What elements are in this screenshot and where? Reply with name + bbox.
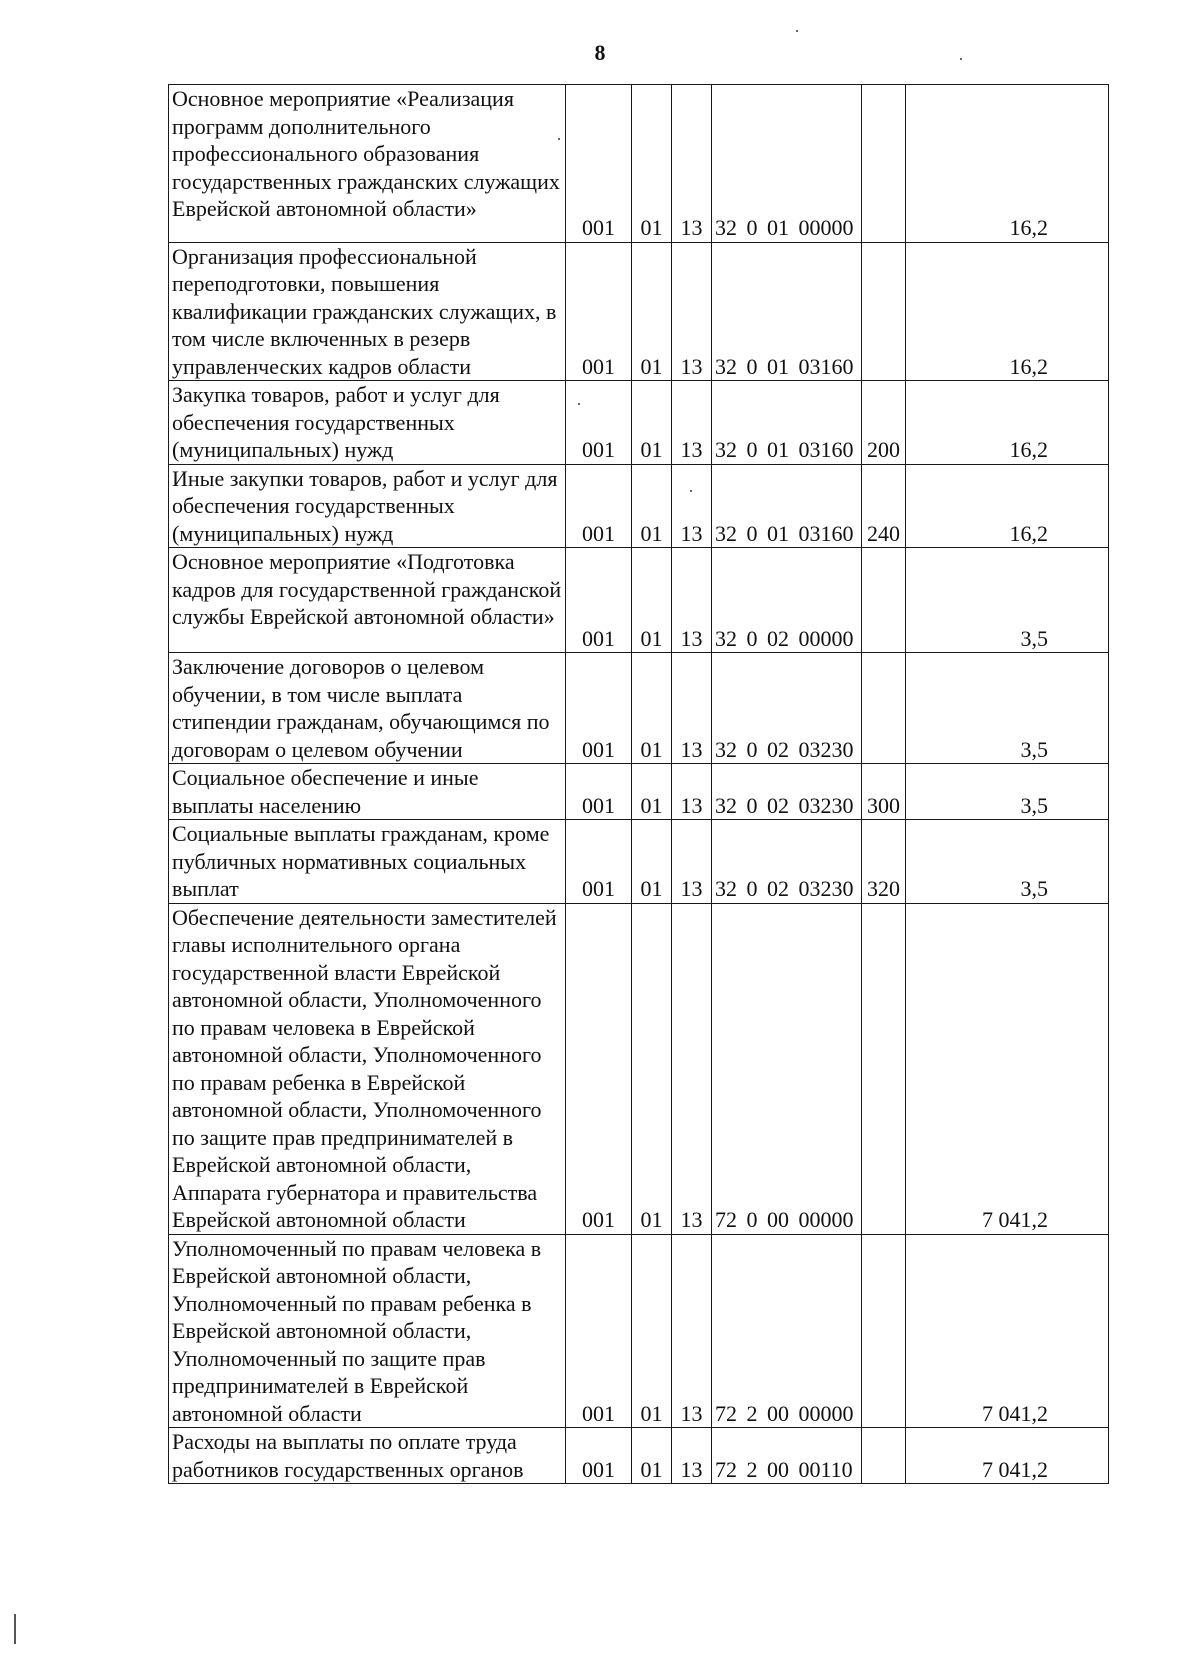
table-row: [169, 820, 1109, 904]
row-target-article: 32 0 02 00000: [712, 548, 862, 653]
row-section: 01: [632, 764, 672, 820]
row-expense-type: [862, 548, 906, 653]
row-subsection: 13: [672, 1234, 712, 1428]
row-admin-code: 001: [566, 1234, 632, 1428]
row-name: Основное мероприятие «Реализация программ дополнительного профессионального образования государственных гражданских служащих Еврейской автономной области»: [169, 85, 566, 243]
row-expense-type: 320: [862, 820, 906, 904]
row-admin-code: 001: [566, 1428, 632, 1484]
row-admin-code: 001: [566, 242, 632, 381]
row-subsection: 13: [672, 381, 712, 465]
row-subsection: 13: [672, 548, 712, 653]
row-subsection: 13: [672, 764, 712, 820]
row-amount: 3,5: [906, 820, 1109, 904]
row-target-article: 32 0 01 03160: [712, 381, 862, 465]
row-subsection: 13: [672, 242, 712, 381]
table-row: [169, 85, 1109, 243]
row-admin-code: 001: [566, 381, 632, 465]
row-subsection: 13: [672, 464, 712, 548]
row-expense-type: [862, 85, 906, 243]
row-subsection: 13: [672, 820, 712, 904]
row-section: 01: [632, 1234, 672, 1428]
table-row: [169, 764, 1109, 820]
budget-table: [168, 84, 1109, 1484]
row-admin-code: 001: [566, 653, 632, 764]
row-name: Организация профессиональной переподготовки, повышения квалификации гражданских служащих, в том числе включенных в резерв управленческих кадров области: [169, 242, 566, 381]
row-admin-code: 001: [566, 903, 632, 1234]
row-section: 01: [632, 653, 672, 764]
row-expense-type: [862, 653, 906, 764]
row-admin-code: 001: [566, 820, 632, 904]
row-name: Основное мероприятие «Подготовка кадров для государственной гражданской службы Еврейской автономной области»: [169, 548, 566, 653]
row-expense-type: [862, 1234, 906, 1428]
row-name: Закупка товаров, работ и услуг для обеспечения государственных (муниципальных) нужд: [169, 381, 566, 465]
row-target-article: 72 0 00 00000: [712, 903, 862, 1234]
table-row: [169, 653, 1109, 764]
row-amount: 16,2: [906, 242, 1109, 381]
row-target-article: 32 0 01 03160: [712, 464, 862, 548]
row-expense-type: 200: [862, 381, 906, 465]
row-expense-type: [862, 903, 906, 1234]
row-expense-type: 300: [862, 764, 906, 820]
row-name: Уполномоченный по правам человека в Еврейской автономной области, Уполномоченный по правам ребенка в Еврейской автономной области, Уполномоченный по защите прав предпринимателей в Еврейской автономной области: [169, 1234, 566, 1428]
row-amount: 7 041,2: [906, 903, 1109, 1234]
row-admin-code: 001: [566, 464, 632, 548]
scan-speck: [578, 403, 580, 405]
row-target-article: 72 2 00 00110: [712, 1428, 862, 1484]
row-name: Обеспечение деятельности заместителей главы исполнительного органа государственной власти Еврейской автономной области, Уполномоченного по правам человека в Еврейской автономной области, Уполномоченного по правам ребенка в Еврейской автономной области, Уполномоченного по защите прав предпринимателей в Еврейской автономной области, Аппарата губернатора и правительства Еврейской автономной области: [169, 903, 566, 1234]
row-name: Расходы на выплаты по оплате труда работников государственных органов: [169, 1428, 566, 1484]
row-name: Социальное обеспечение и иные выплаты населению: [169, 764, 566, 820]
row-section: 01: [632, 820, 672, 904]
row-admin-code: 001: [566, 764, 632, 820]
scan-edge-mark: [14, 1614, 16, 1644]
row-target-article: 32 0 02 03230: [712, 820, 862, 904]
table-row: [169, 903, 1109, 1234]
row-target-article: 32 0 02 03230: [712, 653, 862, 764]
row-target-article: 32 0 01 00000: [712, 85, 862, 243]
table-row: [169, 548, 1109, 653]
page-number: 8: [594, 40, 606, 65]
row-expense-type: [862, 242, 906, 381]
row-admin-code: 001: [566, 548, 632, 653]
scan-speck: [558, 138, 560, 140]
row-amount: 7 041,2: [906, 1234, 1109, 1428]
row-amount: 3,5: [906, 764, 1109, 820]
row-expense-type: 240: [862, 464, 906, 548]
scan-speck: [796, 30, 798, 32]
row-amount: 7 041,2: [906, 1428, 1109, 1484]
row-section: 01: [632, 85, 672, 243]
row-subsection: 13: [672, 1428, 712, 1484]
row-section: 01: [632, 903, 672, 1234]
row-admin-code: 001: [566, 85, 632, 243]
row-amount: 3,5: [906, 653, 1109, 764]
scan-speck: [960, 58, 962, 60]
row-target-article: 72 2 00 00000: [712, 1234, 862, 1428]
row-section: 01: [632, 464, 672, 548]
row-amount: 16,2: [906, 464, 1109, 548]
scan-speck: [690, 490, 692, 492]
row-name: Социальные выплаты гражданам, кроме публичных нормативных социальных выплат: [169, 820, 566, 904]
table-row: [169, 242, 1109, 381]
table-row: [169, 381, 1109, 465]
row-subsection: 13: [672, 653, 712, 764]
row-section: 01: [632, 381, 672, 465]
row-expense-type: [862, 1428, 906, 1484]
row-subsection: 13: [672, 85, 712, 243]
row-section: 01: [632, 548, 672, 653]
row-section: 01: [632, 242, 672, 381]
table-row: [169, 1234, 1109, 1428]
table-body: [169, 85, 1109, 1484]
row-amount: 3,5: [906, 548, 1109, 653]
table-row: [169, 464, 1109, 548]
row-target-article: 32 0 01 03160: [712, 242, 862, 381]
row-amount: 16,2: [906, 85, 1109, 243]
row-subsection: 13: [672, 903, 712, 1234]
row-name: Иные закупки товаров, работ и услуг для обеспечения государственных (муниципальных) нужд: [169, 464, 566, 548]
row-name: Заключение договоров о целевом обучении, в том числе выплата стипендии гражданам, обучающимся по договорам о целевом обучении: [169, 653, 566, 764]
row-target-article: 32 0 02 03230: [712, 764, 862, 820]
row-amount: 16,2: [906, 381, 1109, 465]
row-section: 01: [632, 1428, 672, 1484]
table-row: [169, 1428, 1109, 1484]
